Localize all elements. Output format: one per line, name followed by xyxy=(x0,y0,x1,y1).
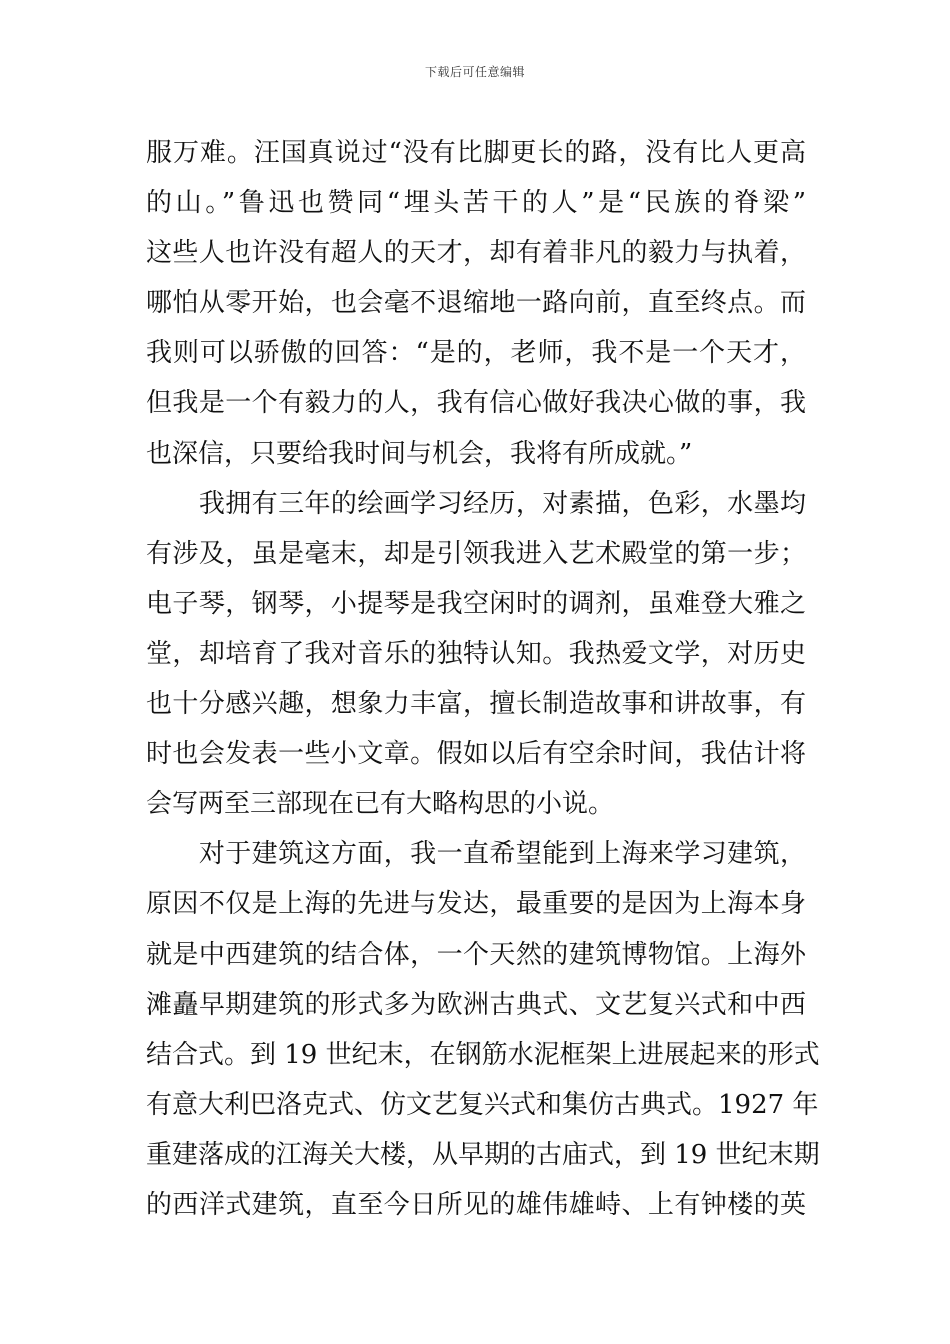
text-line: 我则可以骄傲的回答：“是的，老师，我不是一个天才， xyxy=(146,338,806,369)
text-line: 我拥有三年的绘画学习经历，对素描，色彩，水墨均 xyxy=(146,488,806,519)
text-line: 也十分感兴趣，想象力丰富，擅长制造故事和讲故事，有 xyxy=(146,689,806,720)
text-line: 的山。”鲁迅也赞同“埋头苦干的人”是“民族的脊梁” xyxy=(146,188,806,219)
text-line: 服万难。汪国真说过“没有比脚更长的路，没有比人更高 xyxy=(146,138,806,168)
text-line: 这些人也许没有超人的天才，却有着非凡的毅力与执着， xyxy=(146,238,806,269)
text-line: 有涉及，虽是毫末，却是引领我进入艺术殿堂的第一步； xyxy=(146,538,806,569)
text-line: 时也会发表一些小文章。假如以后有空余时间，我估计将 xyxy=(146,739,806,770)
text-line: 但我是一个有毅力的人，我有信心做好我决心做的事，我 xyxy=(146,388,806,419)
text-line: 就是中西建筑的结合体，一个天然的建筑博物馆。上海外 xyxy=(146,939,806,970)
text-line: 电子琴，钢琴，小提琴是我空闲时的调剂，虽难登大雅之 xyxy=(146,588,806,619)
text-line: 原因不仅是上海的先进与发达，最重要的是因为上海本身 xyxy=(146,889,806,920)
text-line: 有意大利巴洛克式、仿文艺复兴式和集仿古典式。1927 年 xyxy=(146,1089,819,1120)
text-line: 对于建筑这方面，我一直希望能到上海来学习建筑， xyxy=(146,839,806,870)
text-line: 会写两至三部现在已有大略构思的小说。 xyxy=(146,789,615,820)
text-line: 结合式。到 19 世纪末，在钢筋水泥框架上进展起来的形式 xyxy=(146,1039,820,1070)
page-header: 下载后可任意编辑 xyxy=(424,65,525,79)
text-line: 的西洋式建筑，直至今日所见的雄伟雄峙、上有钟楼的英 xyxy=(146,1189,806,1220)
text-line: 滩矗早期建筑的形式多为欧洲古典式、文艺复兴式和中西 xyxy=(146,989,806,1020)
text-line: 哪怕从零开始，也会毫不退缩地一路向前，直至终点。而 xyxy=(146,288,806,319)
text-line: 重建落成的江海关大楼，从早期的古庙式，到 19 世纪末期 xyxy=(146,1139,820,1170)
text-line: 堂，却培育了我对音乐的独特认知。我热爱文学，对历史 xyxy=(146,638,806,669)
text-line: 也深信，只要给我时间与机会，我将有所成就。” xyxy=(146,438,693,469)
body-text xyxy=(146,128,820,1230)
